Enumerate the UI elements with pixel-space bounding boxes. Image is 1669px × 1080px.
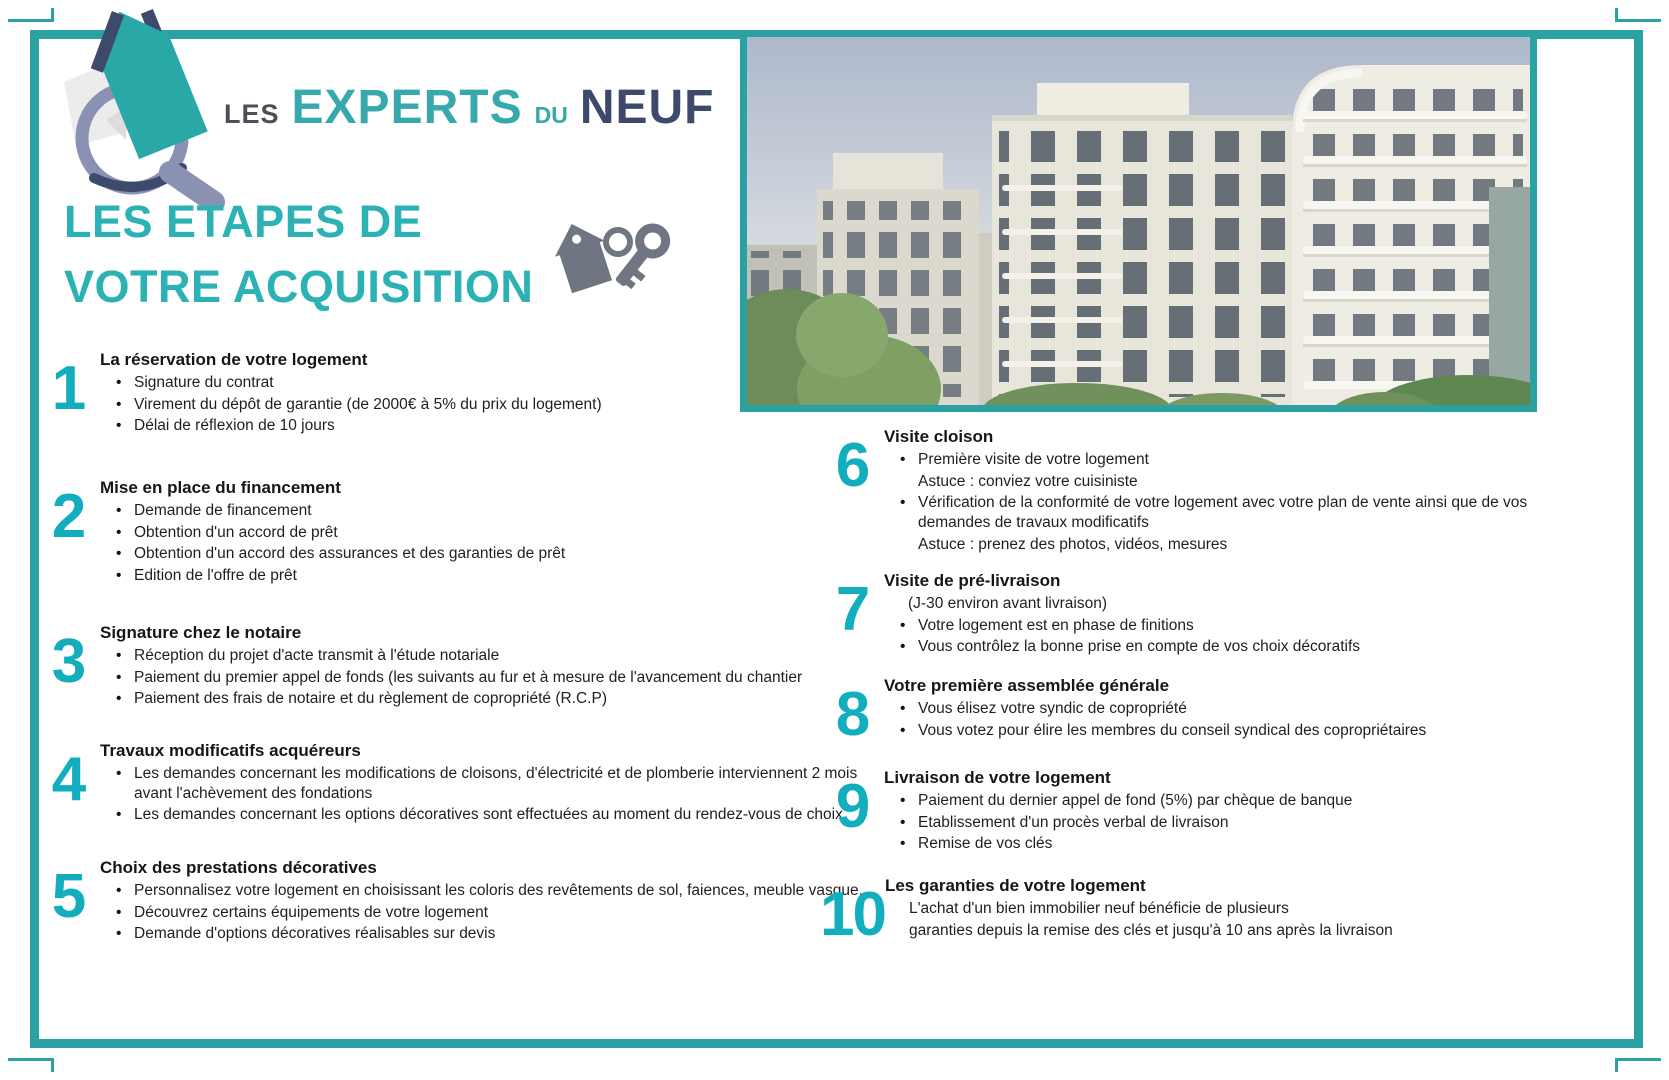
step-2-item: • Obtention d'un accord des assurances et des garanties de prêt bbox=[100, 544, 883, 564]
step-4-item: • Les demandes concernant les options décoratives sont effectuées au moment du rendez-vous de choix bbox=[100, 805, 883, 825]
step-4-number: 4 bbox=[51, 745, 85, 814]
step-9-items bbox=[884, 791, 1602, 854]
step-6-items bbox=[884, 450, 1602, 554]
step-10-title: Les garanties de votre logement bbox=[884, 876, 1146, 895]
step-2-item: • Edition de l'offre de prêt bbox=[100, 566, 883, 586]
step-8-items bbox=[884, 699, 1602, 740]
step-5-item: • Personnalisez votre logement en choisissant les coloris des revêtements de sol, faiences, meuble vasque... bbox=[100, 881, 883, 901]
step-5-item: • Demande d'options décoratives réalisables sur devis bbox=[100, 924, 883, 944]
step-1 bbox=[36, 350, 883, 438]
corner-mark-top-left bbox=[8, 8, 54, 22]
step-2-number: 2 bbox=[51, 482, 85, 551]
step-4-title: Travaux modificatifs acquéreurs bbox=[100, 741, 361, 760]
step-8-item: • Vous votez pour élire les membres du conseil syndical des copropriétaires bbox=[884, 721, 1602, 741]
step-3-item: • Réception du projet d'acte transmit à l'étude notariale bbox=[100, 646, 883, 666]
step-5-items bbox=[100, 880, 885, 949]
step-3 bbox=[36, 623, 883, 711]
page-title bbox=[64, 190, 533, 320]
corner-mark-bottom-left bbox=[8, 1058, 54, 1072]
step-3-item: • Paiement du premier appel de fonds (les suivants au fur et à mesure de l'avancement du chantier bbox=[100, 668, 883, 688]
corner-mark-bottom-right bbox=[1615, 1058, 1661, 1072]
logo-word-du: DU bbox=[534, 102, 568, 128]
step-9-item: • Etablissement d'un procès verbal de livraison bbox=[884, 813, 1602, 833]
step-5-title: Choix des prestations décoratives bbox=[100, 858, 377, 877]
step-9 bbox=[820, 768, 1602, 856]
step-8-item: • Vous élisez votre syndic de copropriété bbox=[884, 699, 1602, 719]
step-6-number: 6 bbox=[835, 431, 869, 500]
step-6 bbox=[820, 427, 1602, 556]
step-5 bbox=[36, 858, 885, 949]
logo bbox=[224, 80, 714, 135]
corner-mark-top-right bbox=[1615, 8, 1661, 22]
logo-word-experts: EXPERTS bbox=[291, 81, 523, 134]
step-1-title: La réservation de votre logement bbox=[100, 350, 368, 369]
step-2-title: Mise en place du financement bbox=[100, 478, 341, 497]
step-4-item: • Les demandes concernant les modifications de cloisons, d'électricité et de plomberie interviennent 2 mois avant l'achèvement des fondations bbox=[100, 764, 883, 803]
step-6-item: • Vérification de la conformité de votre logement avec votre plan de vente ainsi que de vos demandes de travaux modificatifs bbox=[884, 493, 1602, 532]
logo-word-neuf: NEUF bbox=[579, 81, 715, 134]
step-10-line: garanties depuis la remise des clés et jusqu'à 10 ans après la livraison bbox=[908, 921, 1393, 939]
step-2-item: • Demande de financement bbox=[100, 501, 883, 521]
page-title-line2: VOTRE ACQUISITION bbox=[64, 260, 534, 312]
step-9-item: • Remise de vos clés bbox=[884, 834, 1602, 854]
step-8 bbox=[820, 676, 1602, 749]
house-magnifier-icon bbox=[50, 0, 225, 210]
step-6-title: Visite cloison bbox=[884, 427, 994, 446]
step-7-note: (J-30 environ avant livraison) bbox=[908, 595, 1108, 612]
step-4 bbox=[36, 741, 883, 827]
step-1-items bbox=[100, 373, 883, 436]
house-keys-icon bbox=[552, 212, 682, 317]
step-1-item: • Virement du dépôt de garantie (de 2000€ à 5% du prix du logement) bbox=[100, 395, 883, 415]
step-1-item: • Signature du contrat bbox=[100, 373, 883, 393]
step-7-title: Visite de pré-livraison bbox=[884, 571, 1061, 590]
step-10-line: L'achat d'un bien immobilier neuf bénéficie de plusieurs bbox=[908, 900, 1289, 917]
step-6-tip: Astuce : conviez votre cuisiniste bbox=[918, 472, 1138, 490]
step-3-item: • Paiement des frais de notaire et du règlement de copropriété (R.C.P) bbox=[100, 689, 883, 709]
step-7-item: • Votre logement est en phase de finitions bbox=[884, 616, 1602, 636]
step-3-number: 3 bbox=[51, 627, 85, 696]
step-9-item: • Paiement du dernier appel de fond (5%) par chèque de banque bbox=[884, 791, 1602, 811]
step-6-item: • Première visite de votre logement bbox=[884, 450, 1602, 470]
step-2 bbox=[36, 478, 883, 588]
step-3-items bbox=[100, 646, 883, 709]
step-4-items bbox=[100, 764, 883, 825]
step-9-title: Livraison de votre logement bbox=[884, 768, 1111, 787]
step-9-number: 9 bbox=[835, 772, 869, 841]
step-3-title: Signature chez le notaire bbox=[100, 623, 302, 642]
logo-word-les: LES bbox=[224, 99, 280, 129]
step-10-number: 10 bbox=[820, 880, 885, 949]
step-1-number: 1 bbox=[51, 354, 85, 423]
page-title-line1: LES ETAPES DE bbox=[64, 196, 423, 247]
step-6-tip: Astuce : prenez des photos, vidéos, mesures bbox=[918, 535, 1228, 553]
step-7-items bbox=[884, 594, 1602, 657]
step-2-items bbox=[100, 501, 883, 586]
step-5-number: 5 bbox=[51, 862, 85, 931]
step-7-number: 7 bbox=[835, 575, 869, 644]
step-7 bbox=[820, 571, 1602, 659]
step-5-item: • Découvrez certains équipements de votre logement bbox=[100, 903, 883, 923]
step-8-number: 8 bbox=[835, 680, 869, 749]
step-1-item: • Délai de réflexion de 10 jours bbox=[100, 416, 883, 436]
step-2-item: • Obtention d'un accord de prêt bbox=[100, 523, 883, 543]
step-10 bbox=[820, 876, 1602, 949]
step-10-items bbox=[885, 899, 1602, 940]
step-8-title: Votre première assemblée générale bbox=[884, 676, 1170, 695]
step-7-item: • Vous contrôlez la bonne prise en compte de vos choix décoratifs bbox=[884, 637, 1602, 657]
